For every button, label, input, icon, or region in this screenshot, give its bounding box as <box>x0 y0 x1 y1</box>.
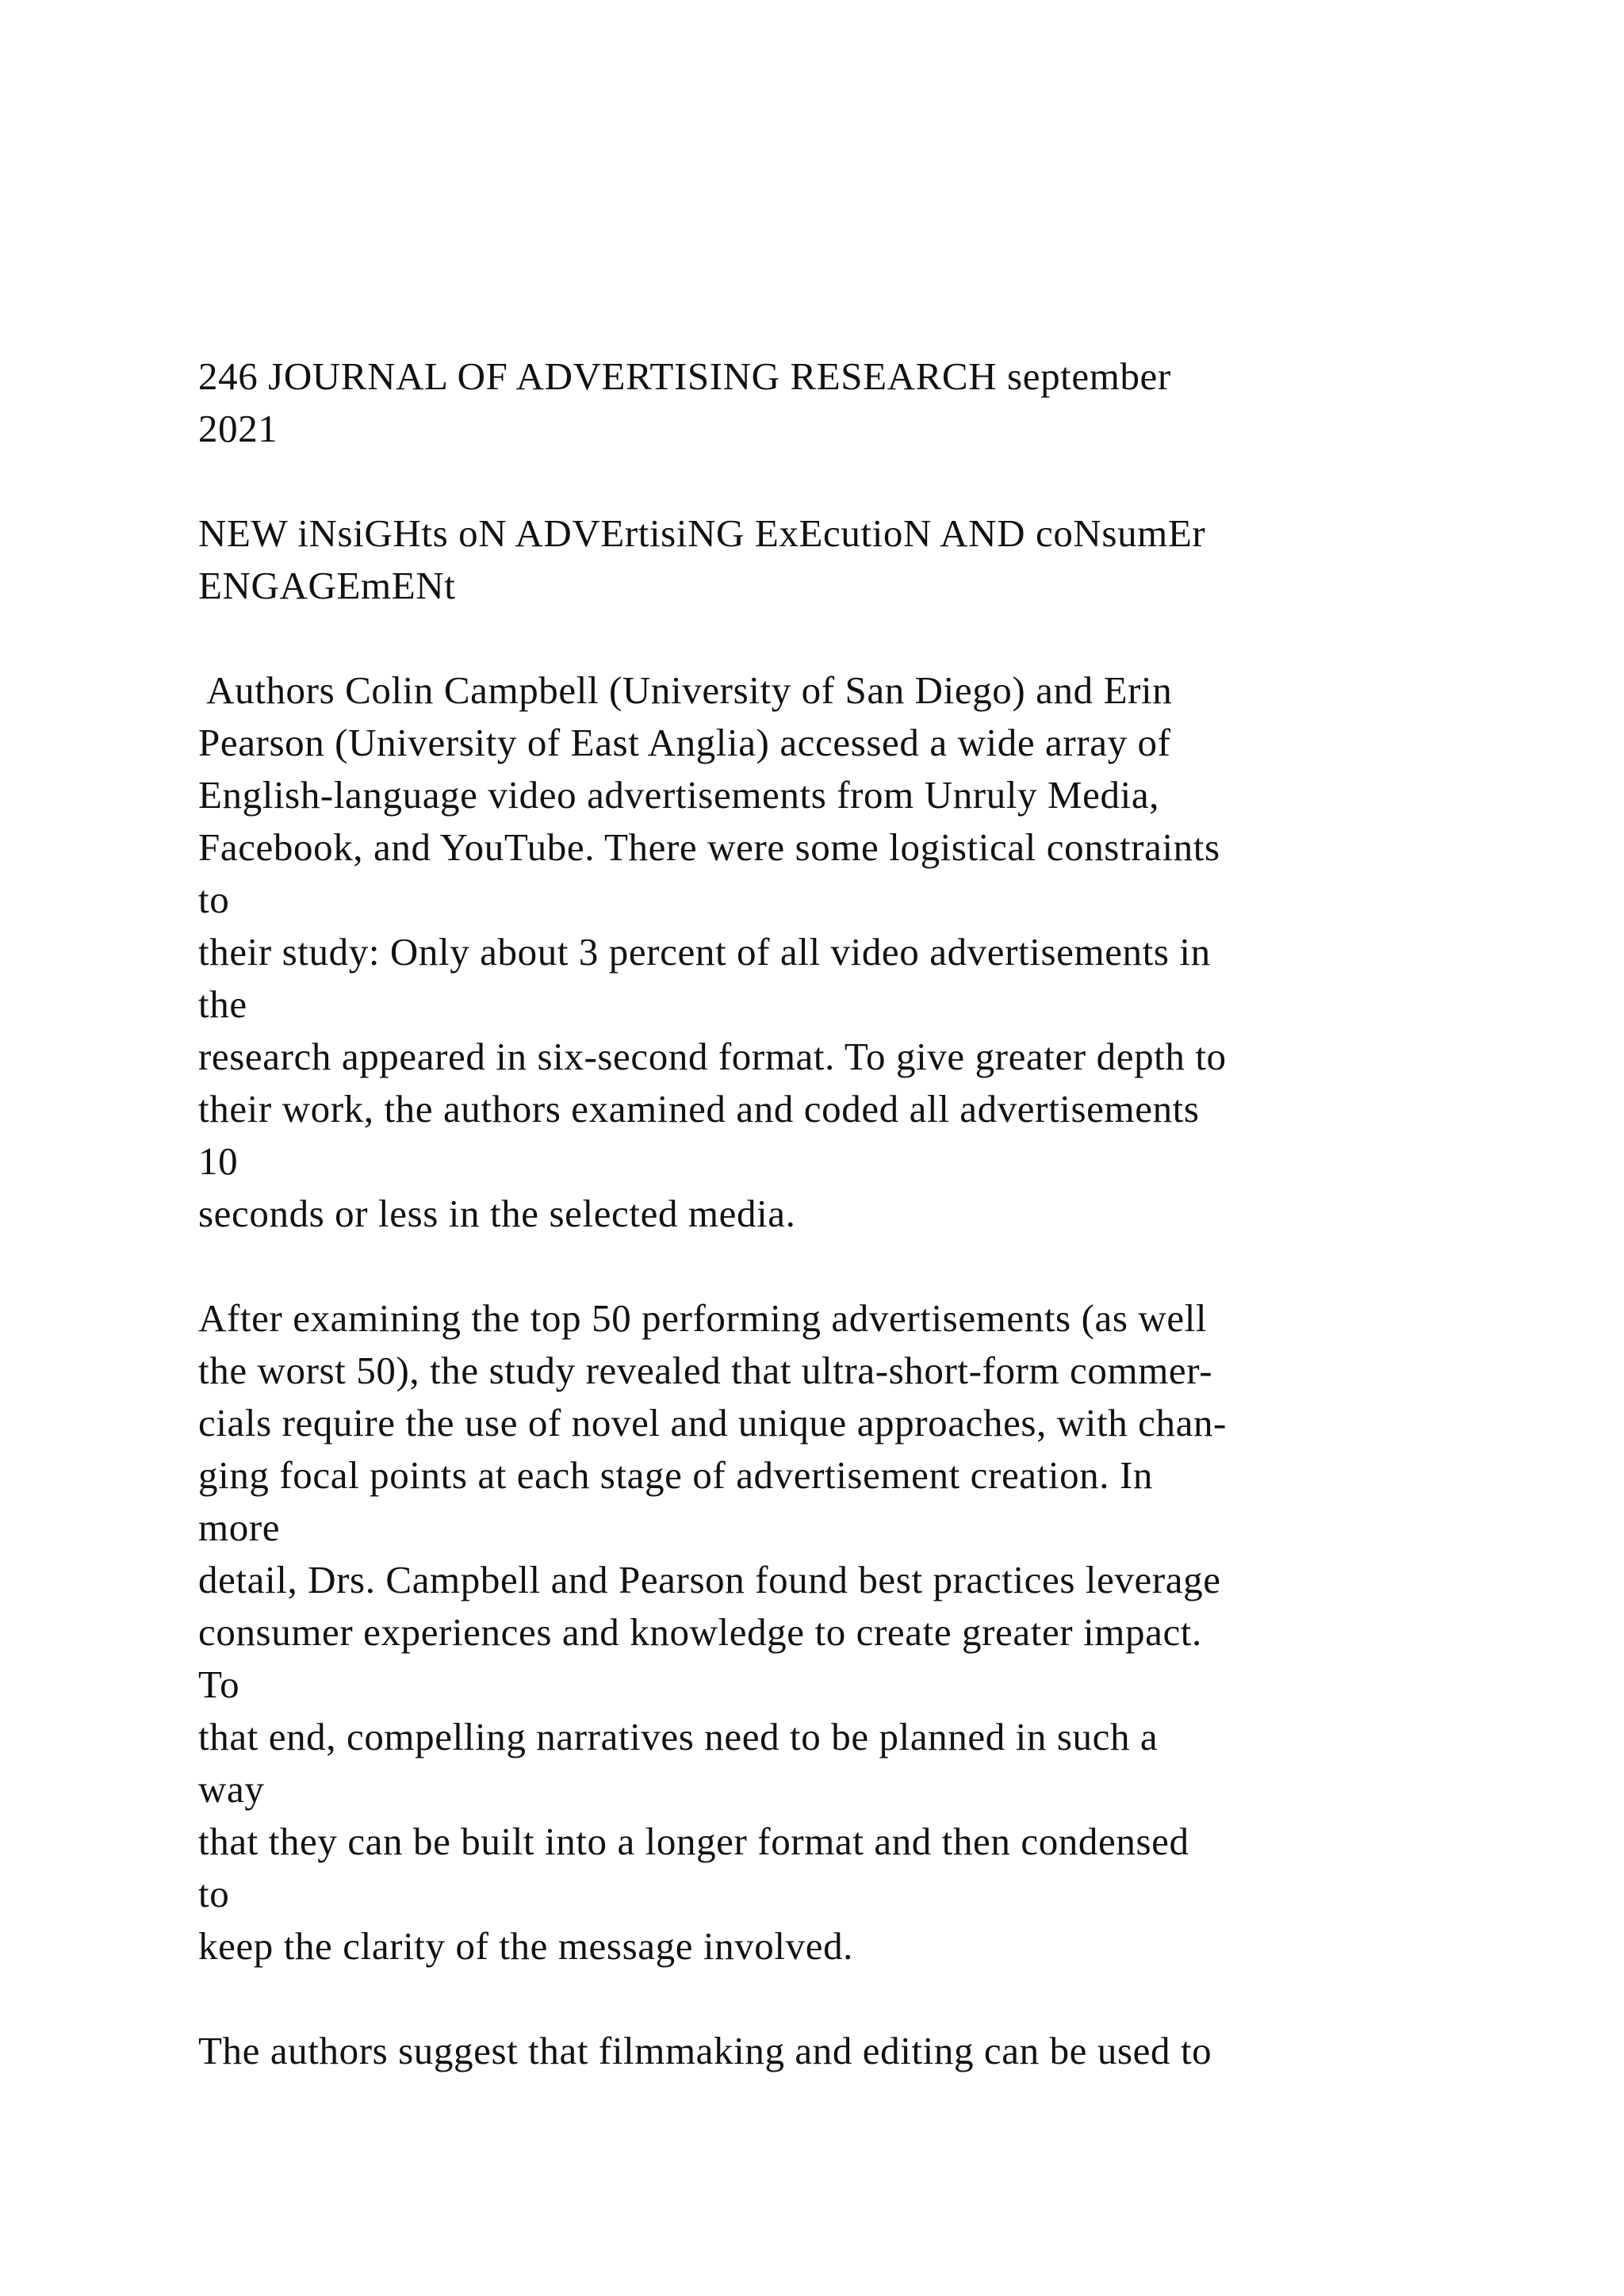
blank-line <box>198 455 1499 507</box>
paragraph-line: The authors suggest that filmmaking and editing can be used to <box>198 2029 1212 2072</box>
paragraph-line: Pearson (University of East Anglia) accessed a wide array of <box>198 721 1171 764</box>
paragraph-line: the <box>198 982 247 1026</box>
blank-line <box>198 1240 1499 1292</box>
paragraph-line: Facebook, and YouTube. There were some logistical constraints <box>198 825 1220 869</box>
paragraph-line: to <box>198 878 230 921</box>
paragraph-line: keep the clarity of the message involved. <box>198 1924 854 1968</box>
document-body <box>198 350 1499 2077</box>
paragraph-line: their study: Only about 3 percent of all video advertisements in <box>198 930 1211 974</box>
paragraph-line: research appeared in six-second format. To give greater depth to <box>198 1035 1227 1078</box>
paragraph-line: way <box>198 1767 265 1811</box>
paragraph-line: ging focal points at each stage of advertisement creation. In <box>198 1453 1153 1497</box>
title-line: ENGAGEmENt <box>198 564 456 607</box>
paragraph-line: that end, compelling narratives need to be planned in such a <box>198 1715 1159 1758</box>
paragraph-line: seconds or less in the selected media. <box>198 1192 796 1235</box>
blank-line <box>198 1973 1499 2025</box>
article-title <box>198 507 1499 612</box>
paragraph-line: to <box>198 1872 230 1915</box>
paragraph-line: cials require the use of novel and unique approaches, with chan- <box>198 1401 1227 1445</box>
header-line: 2021 <box>198 407 278 450</box>
paragraph-3 <box>198 2025 1499 2077</box>
paragraph-line: After examining the top 50 performing advertisements (as well <box>198 1296 1208 1340</box>
paragraph-line: that they can be built into a longer format and then condensed <box>198 1820 1189 1863</box>
paragraph-line: more <box>198 1506 281 1549</box>
paragraph-line: their work, the authors examined and coded all advertisements <box>198 1087 1200 1131</box>
paragraph-line: 10 <box>198 1139 239 1183</box>
paragraph-2 <box>198 1292 1499 1973</box>
title-line: NEW iNsiGHts oN ADVErtisiNG ExEcutioN AND coNsumEr <box>198 511 1206 555</box>
paragraph-1 <box>198 664 1499 1240</box>
paragraph-line: English-language video advertisements from Unruly Media, <box>198 773 1160 817</box>
paragraph-line: the worst 50), the study revealed that ultra-short-form commer- <box>198 1349 1213 1392</box>
paragraph-line: detail, Drs. Campbell and Pearson found best practices leverage <box>198 1558 1221 1601</box>
blank-line <box>198 612 1499 664</box>
journal-header <box>198 350 1499 455</box>
paragraph-line: consumer experiences and knowledge to create greater impact. <box>198 1610 1202 1654</box>
paragraph-line: Authors Colin Campbell (University of San Diego) and Erin <box>198 668 1173 712</box>
paragraph-line: To <box>198 1663 240 1706</box>
header-line: 246 JOURNAL OF ADVERTISING RESEARCH september <box>198 354 1171 398</box>
